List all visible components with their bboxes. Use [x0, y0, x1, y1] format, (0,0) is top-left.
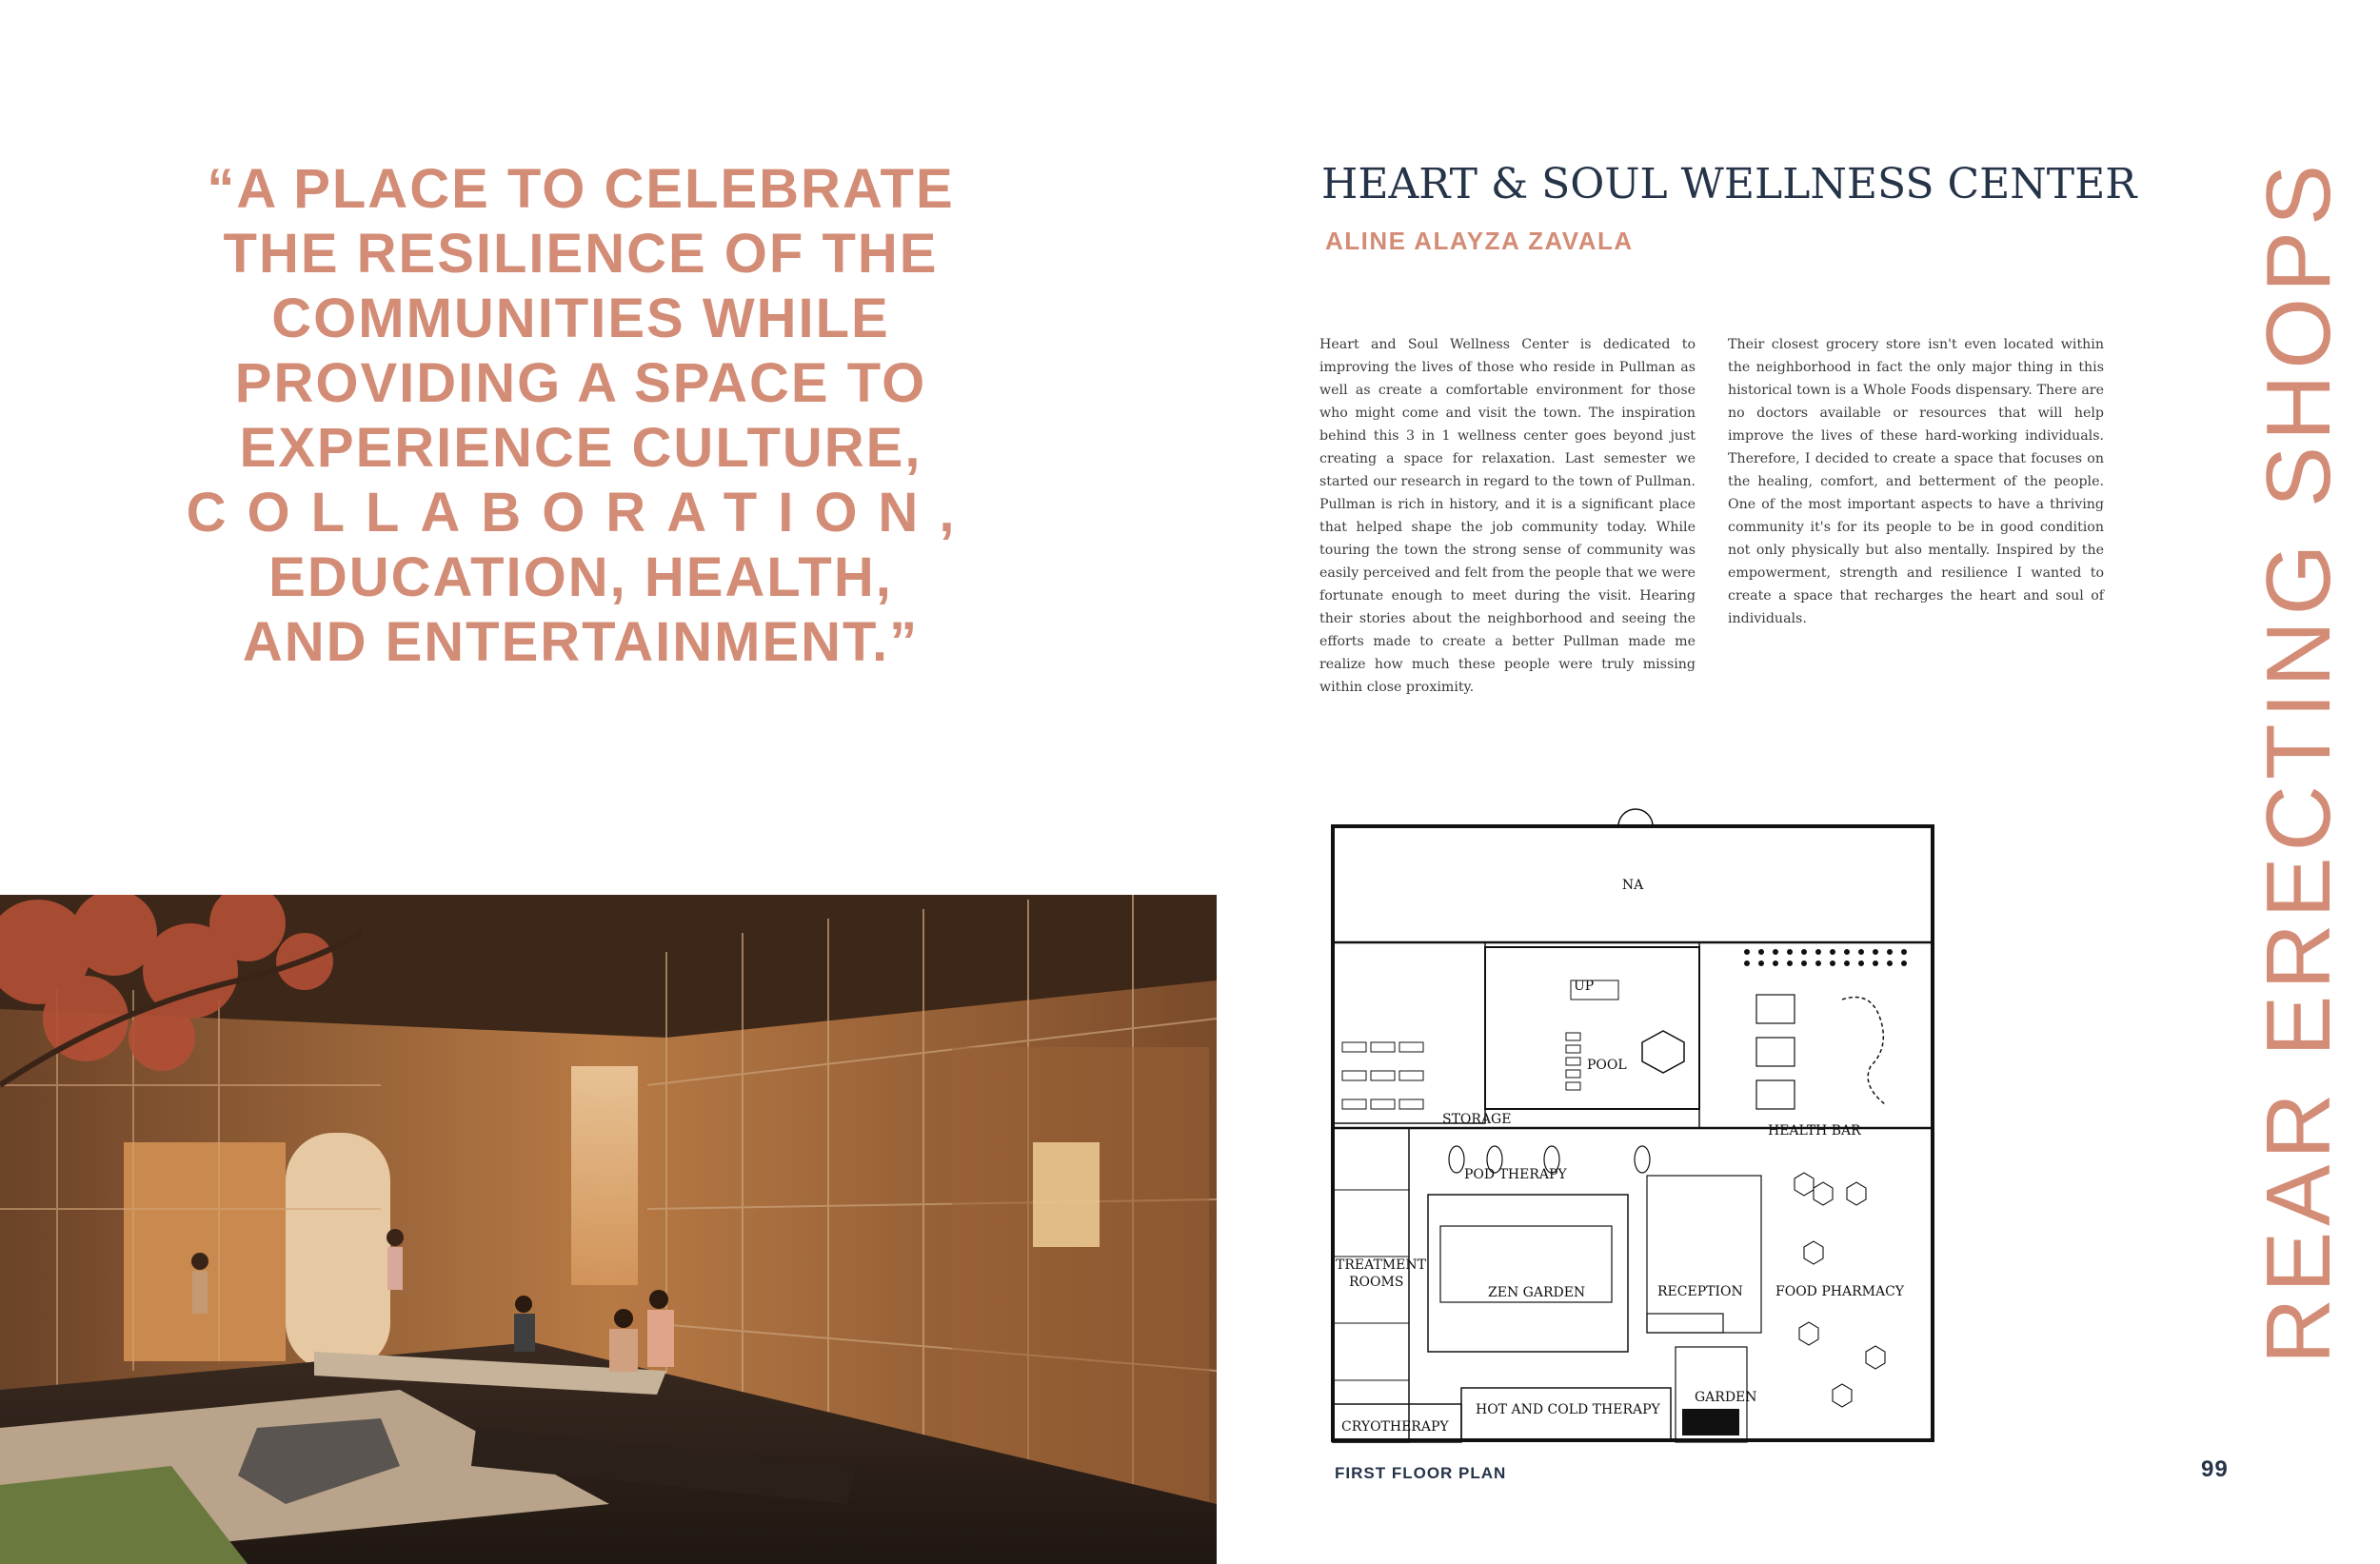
pull-quote	[167, 157, 995, 675]
plan-label-up: UP	[1574, 979, 1595, 994]
plan-label-treatment: TREATMENT	[1336, 1257, 1426, 1273]
side-title-container	[2242, 158, 2356, 1365]
plan-label-health-bar: HEALTH BAR	[1768, 1123, 1861, 1138]
first-floor-plan	[1328, 800, 1947, 1447]
plan-label-reception: RECEPTION	[1657, 1284, 1743, 1299]
plan-label-storage: STORAGE	[1442, 1112, 1512, 1127]
plan-label-pod-therapy: POD THERAPY	[1464, 1167, 1567, 1182]
plan-label-food-pharmacy: FOOD PHARMACY	[1775, 1284, 1905, 1299]
floor-plan-drawing	[1328, 800, 1947, 1447]
plan-label-na: NA	[1621, 878, 1644, 893]
quote-line: PROVIDING A SPACE TO	[234, 352, 927, 414]
plan-label-garden: GARDEN	[1695, 1390, 1757, 1405]
rendering-illustration	[0, 895, 1217, 1564]
quote-line: EDUCATION, HEALTH,	[268, 546, 893, 608]
page-number: 99	[2201, 1456, 2229, 1482]
plan-label-pool: POOL	[1587, 1058, 1627, 1073]
plan-label-zen-garden: ZEN GARDEN	[1488, 1285, 1586, 1300]
article-author: ALINE ALAYZA ZAVALA	[1325, 227, 1634, 255]
article-title: HEART & SOUL WELLNESS CENTER	[1321, 160, 2137, 208]
side-title: REAR ERECTING SHOPS	[2248, 158, 2350, 1365]
quote-line: AND ENTERTAINMENT.”	[242, 611, 920, 673]
floor-plan-caption: FIRST FLOOR PLAN	[1335, 1464, 1507, 1482]
article-body-column-1: Heart and Soul Wellness Center is dedicated to improving the lives of those who reside in Pullman as well as create a comfortable environment for those who might come and visit the town. The inspiration behind this 3 in 1 wellness center goes beyond just creating a space for relaxation. Last semester we started our research in regard to the town of Pullman. Pullman is rich in history, and it is a significant place that helped shape the job community today. While touring the town the strong sense of community was easily perceived and felt from the people that we were fortunate enough to meet during the visit. Hearing their stories about the neighborhood and seeing the efforts made to create a better Pullman made me realize how much these people were truly missing within close proximity.	[1319, 337, 1696, 695]
quote-line: COLLABORATION,	[186, 482, 976, 544]
quote-line: EXPERIENCE CULTURE,	[239, 417, 922, 479]
plan-label-rooms: ROOMS	[1349, 1275, 1404, 1290]
quote-line: COMMUNITIES WHILE	[271, 287, 890, 349]
plan-label-cryotherapy: CRYOTHERAPY	[1341, 1419, 1449, 1435]
interior-rendering-image	[0, 895, 1217, 1564]
quote-line: “A PLACE TO CELEBRATE	[207, 158, 955, 220]
plan-label-hot-cold-therapy: HOT AND COLD THERAPY	[1476, 1402, 1660, 1417]
article-body-column-2: Their closest grocery store isn't even located within the neighborhood in fact the only major thing in this historical town is a Whole Foods dispensary. There are no doctors available or resources that will help improve the lives of these hard-working individuals. Therefore, I decided to create a space that focuses on the healing, comfort, and betterment of the people. One of the most important aspects to have a thriving community it's for its people to be in good condition not only physically but also mentally. Inspired by the empowerment, strength and resilience I wanted to create a space that recharges the heart and soul of individuals.	[1728, 337, 2104, 626]
quote-line: THE RESILIENCE OF THE	[223, 223, 939, 285]
